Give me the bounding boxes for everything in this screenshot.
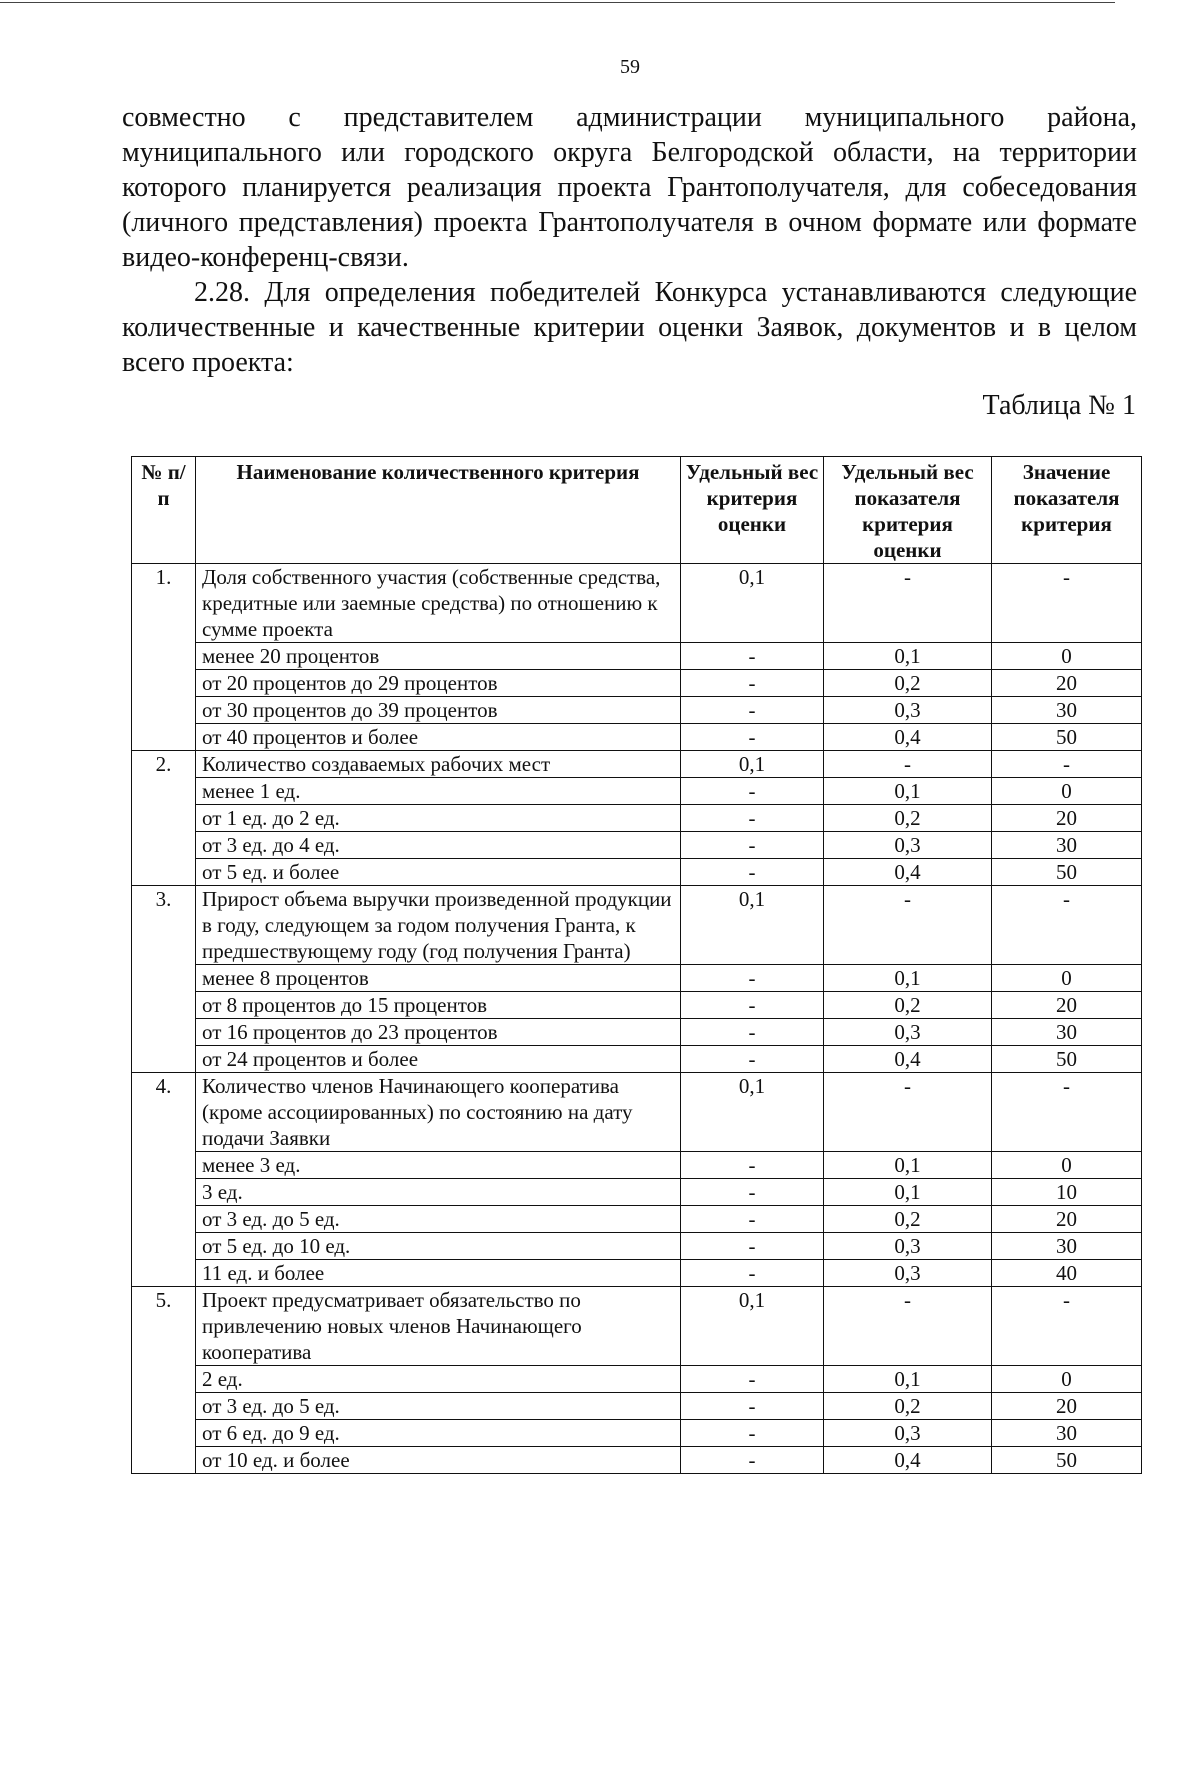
indicator-value: 20 bbox=[992, 992, 1142, 1019]
indicator-value: 20 bbox=[992, 805, 1142, 832]
indicator-weight: 0,3 bbox=[824, 1233, 992, 1260]
criterion-name: от 6 ед. до 9 ед. bbox=[196, 1420, 681, 1447]
table-header-row bbox=[132, 457, 1142, 564]
indicator-weight: 0,2 bbox=[824, 670, 992, 697]
indicator-weight: 0,2 bbox=[824, 1206, 992, 1233]
table-row bbox=[132, 1046, 1142, 1073]
criterion-weight: - bbox=[681, 1420, 824, 1447]
table-row bbox=[132, 965, 1142, 992]
indicator-value: 0 bbox=[992, 1366, 1142, 1393]
table-row bbox=[132, 1152, 1142, 1179]
table-caption: Таблица № 1 bbox=[982, 390, 1136, 421]
criterion-weight: 0,1 bbox=[681, 564, 824, 643]
indicator-value: 0 bbox=[992, 643, 1142, 670]
indicator-value: 30 bbox=[992, 697, 1142, 724]
indicator-weight: - bbox=[824, 1287, 992, 1366]
indicator-value: - bbox=[992, 886, 1142, 965]
header-criterion-weight: Удельный вес критерия оценки bbox=[681, 457, 824, 564]
table-row bbox=[132, 805, 1142, 832]
table-row bbox=[132, 1393, 1142, 1420]
criterion-name: Количество создаваемых рабочих мест bbox=[196, 751, 681, 778]
criterion-weight: - bbox=[681, 992, 824, 1019]
table-row bbox=[132, 1019, 1142, 1046]
criterion-name: от 40 процентов и более bbox=[196, 724, 681, 751]
table-row bbox=[132, 751, 1142, 778]
indicator-weight: - bbox=[824, 564, 992, 643]
indicator-weight: 0,3 bbox=[824, 697, 992, 724]
indicator-weight: 0,1 bbox=[824, 643, 992, 670]
table-row bbox=[132, 859, 1142, 886]
table-row bbox=[132, 1260, 1142, 1287]
indicator-value: 10 bbox=[992, 1179, 1142, 1206]
indicator-weight: 0,1 bbox=[824, 1366, 992, 1393]
indicator-value: - bbox=[992, 564, 1142, 643]
indicator-value: - bbox=[992, 1073, 1142, 1152]
indicator-value: 40 bbox=[992, 1260, 1142, 1287]
criterion-name: 11 ед. и более bbox=[196, 1260, 681, 1287]
body-text bbox=[122, 100, 1137, 380]
paragraph: совместно с представителем администрации муниципального района, муниципального или городского округа Белгородской области, на территории которого планируется реализация проекта Грантополучателя, для собеседования (личного представления) проекта Грантополучателя в очном формате или формате видео-конференц-связи. bbox=[122, 102, 1137, 273]
indicator-value: 0 bbox=[992, 1152, 1142, 1179]
criterion-weight: - bbox=[681, 1260, 824, 1287]
criterion-weight: - bbox=[681, 697, 824, 724]
indicator-value: 30 bbox=[992, 832, 1142, 859]
indicator-weight: 0,4 bbox=[824, 1447, 992, 1474]
criterion-name: менее 3 ед. bbox=[196, 1152, 681, 1179]
indicator-weight: 0,4 bbox=[824, 1046, 992, 1073]
table-row bbox=[132, 643, 1142, 670]
criterion-weight: - bbox=[681, 859, 824, 886]
indicator-value: 50 bbox=[992, 1046, 1142, 1073]
row-number: 1. bbox=[132, 564, 196, 751]
indicator-value: - bbox=[992, 751, 1142, 778]
indicator-weight: 0,3 bbox=[824, 1260, 992, 1287]
header-criterion-name: Наименование количественного критерия bbox=[196, 457, 681, 564]
criterion-weight: - bbox=[681, 1019, 824, 1046]
criterion-name: менее 1 ед. bbox=[196, 778, 681, 805]
criterion-weight: - bbox=[681, 1179, 824, 1206]
criterion-weight: - bbox=[681, 832, 824, 859]
criterion-weight: - bbox=[681, 1366, 824, 1393]
criterion-weight: 0,1 bbox=[681, 1287, 824, 1366]
table-row bbox=[132, 670, 1142, 697]
indicator-value: - bbox=[992, 1287, 1142, 1366]
row-number: 5. bbox=[132, 1287, 196, 1474]
criterion-name: от 5 ед. до 10 ед. bbox=[196, 1233, 681, 1260]
criterion-name: от 20 процентов до 29 процентов bbox=[196, 670, 681, 697]
indicator-weight: 0,1 bbox=[824, 778, 992, 805]
criterion-name: от 24 процентов и более bbox=[196, 1046, 681, 1073]
criterion-weight: - bbox=[681, 724, 824, 751]
table-row bbox=[132, 1366, 1142, 1393]
table-row bbox=[132, 1420, 1142, 1447]
header-indicator-value: Значение показателя критерия bbox=[992, 457, 1142, 564]
indicator-weight: 0,4 bbox=[824, 724, 992, 751]
indicator-weight: 0,2 bbox=[824, 805, 992, 832]
indicator-value: 0 bbox=[992, 965, 1142, 992]
criterion-weight: - bbox=[681, 1152, 824, 1179]
top-border-line bbox=[0, 2, 1115, 3]
criterion-name: от 8 процентов до 15 процентов bbox=[196, 992, 681, 1019]
criteria-table bbox=[131, 456, 1142, 1474]
table-row bbox=[132, 778, 1142, 805]
criterion-name: от 3 ед. до 5 ед. bbox=[196, 1393, 681, 1420]
indicator-value: 0 bbox=[992, 778, 1142, 805]
paragraph: 2.28. Для определения победителей Конкурса устанавливаются следующие количественные и качественные критерии оценки Заявок, документов и в целом всего проекта: bbox=[122, 277, 1137, 378]
indicator-value: 30 bbox=[992, 1019, 1142, 1046]
indicator-weight: - bbox=[824, 1073, 992, 1152]
criterion-weight: - bbox=[681, 805, 824, 832]
table-row bbox=[132, 1233, 1142, 1260]
criterion-weight: - bbox=[681, 643, 824, 670]
indicator-weight: 0,3 bbox=[824, 832, 992, 859]
indicator-weight: 0,1 bbox=[824, 965, 992, 992]
criterion-weight: 0,1 bbox=[681, 1073, 824, 1152]
criterion-name: от 5 ед. и более bbox=[196, 859, 681, 886]
table-row bbox=[132, 832, 1142, 859]
indicator-weight: 0,1 bbox=[824, 1152, 992, 1179]
criterion-weight: - bbox=[681, 778, 824, 805]
table-row bbox=[132, 1206, 1142, 1233]
criterion-name: Проект предусматривает обязательство по привлечению новых членов Начинающего кооператива bbox=[196, 1287, 681, 1366]
criterion-name: от 10 ед. и более bbox=[196, 1447, 681, 1474]
criterion-name: менее 8 процентов bbox=[196, 965, 681, 992]
criterion-name: Количество членов Начинающего кооператива (кроме ассоциированных) по состоянию на дату подачи Заявки bbox=[196, 1073, 681, 1152]
criterion-name: от 3 ед. до 5 ед. bbox=[196, 1206, 681, 1233]
table-row bbox=[132, 1179, 1142, 1206]
criterion-name: от 3 ед. до 4 ед. bbox=[196, 832, 681, 859]
table-row bbox=[132, 564, 1142, 643]
indicator-weight: - bbox=[824, 751, 992, 778]
criterion-name: Прирост объема выручки произведенной продукции в году, следующем за годом получения Гранта, к предшествующему году (год получения Гранта) bbox=[196, 886, 681, 965]
indicator-value: 50 bbox=[992, 859, 1142, 886]
criterion-name: 2 ед. bbox=[196, 1366, 681, 1393]
criterion-name: от 30 процентов до 39 процентов bbox=[196, 697, 681, 724]
criterion-weight: - bbox=[681, 1233, 824, 1260]
indicator-weight: - bbox=[824, 886, 992, 965]
indicator-weight: 0,1 bbox=[824, 1179, 992, 1206]
indicator-value: 20 bbox=[992, 1393, 1142, 1420]
row-number: 2. bbox=[132, 751, 196, 886]
criterion-name: менее 20 процентов bbox=[196, 643, 681, 670]
criterion-weight: - bbox=[681, 1393, 824, 1420]
indicator-weight: 0,3 bbox=[824, 1019, 992, 1046]
indicator-value: 50 bbox=[992, 1447, 1142, 1474]
table-row bbox=[132, 992, 1142, 1019]
indicator-value: 20 bbox=[992, 670, 1142, 697]
header-indicator-weight: Удельный вес показателя критерия оценки bbox=[824, 457, 992, 564]
criterion-weight: - bbox=[681, 1206, 824, 1233]
indicator-weight: 0,4 bbox=[824, 859, 992, 886]
table-row bbox=[132, 1073, 1142, 1152]
criterion-weight: - bbox=[681, 670, 824, 697]
criterion-name: от 1 ед. до 2 ед. bbox=[196, 805, 681, 832]
indicator-value: 20 bbox=[992, 1206, 1142, 1233]
table-row bbox=[132, 1447, 1142, 1474]
table-row bbox=[132, 886, 1142, 965]
criterion-weight: - bbox=[681, 965, 824, 992]
criterion-name: 3 ед. bbox=[196, 1179, 681, 1206]
page-number: 59 bbox=[620, 56, 640, 78]
indicator-weight: 0,2 bbox=[824, 992, 992, 1019]
indicator-value: 30 bbox=[992, 1420, 1142, 1447]
header-num: № п/п bbox=[132, 457, 196, 564]
row-number: 3. bbox=[132, 886, 196, 1073]
criterion-weight: - bbox=[681, 1447, 824, 1474]
table-row bbox=[132, 724, 1142, 751]
indicator-value: 30 bbox=[992, 1233, 1142, 1260]
table-row bbox=[132, 697, 1142, 724]
criterion-name: Доля собственного участия (собственные средства, кредитные или заемные средства) по отношению к сумме проекта bbox=[196, 564, 681, 643]
criterion-weight: - bbox=[681, 1046, 824, 1073]
criterion-weight: 0,1 bbox=[681, 886, 824, 965]
table-body bbox=[132, 564, 1142, 1474]
criterion-weight: 0,1 bbox=[681, 751, 824, 778]
table-row bbox=[132, 1287, 1142, 1366]
indicator-weight: 0,2 bbox=[824, 1393, 992, 1420]
criterion-name: от 16 процентов до 23 процентов bbox=[196, 1019, 681, 1046]
row-number: 4. bbox=[132, 1073, 196, 1287]
indicator-weight: 0,3 bbox=[824, 1420, 992, 1447]
indicator-value: 50 bbox=[992, 724, 1142, 751]
